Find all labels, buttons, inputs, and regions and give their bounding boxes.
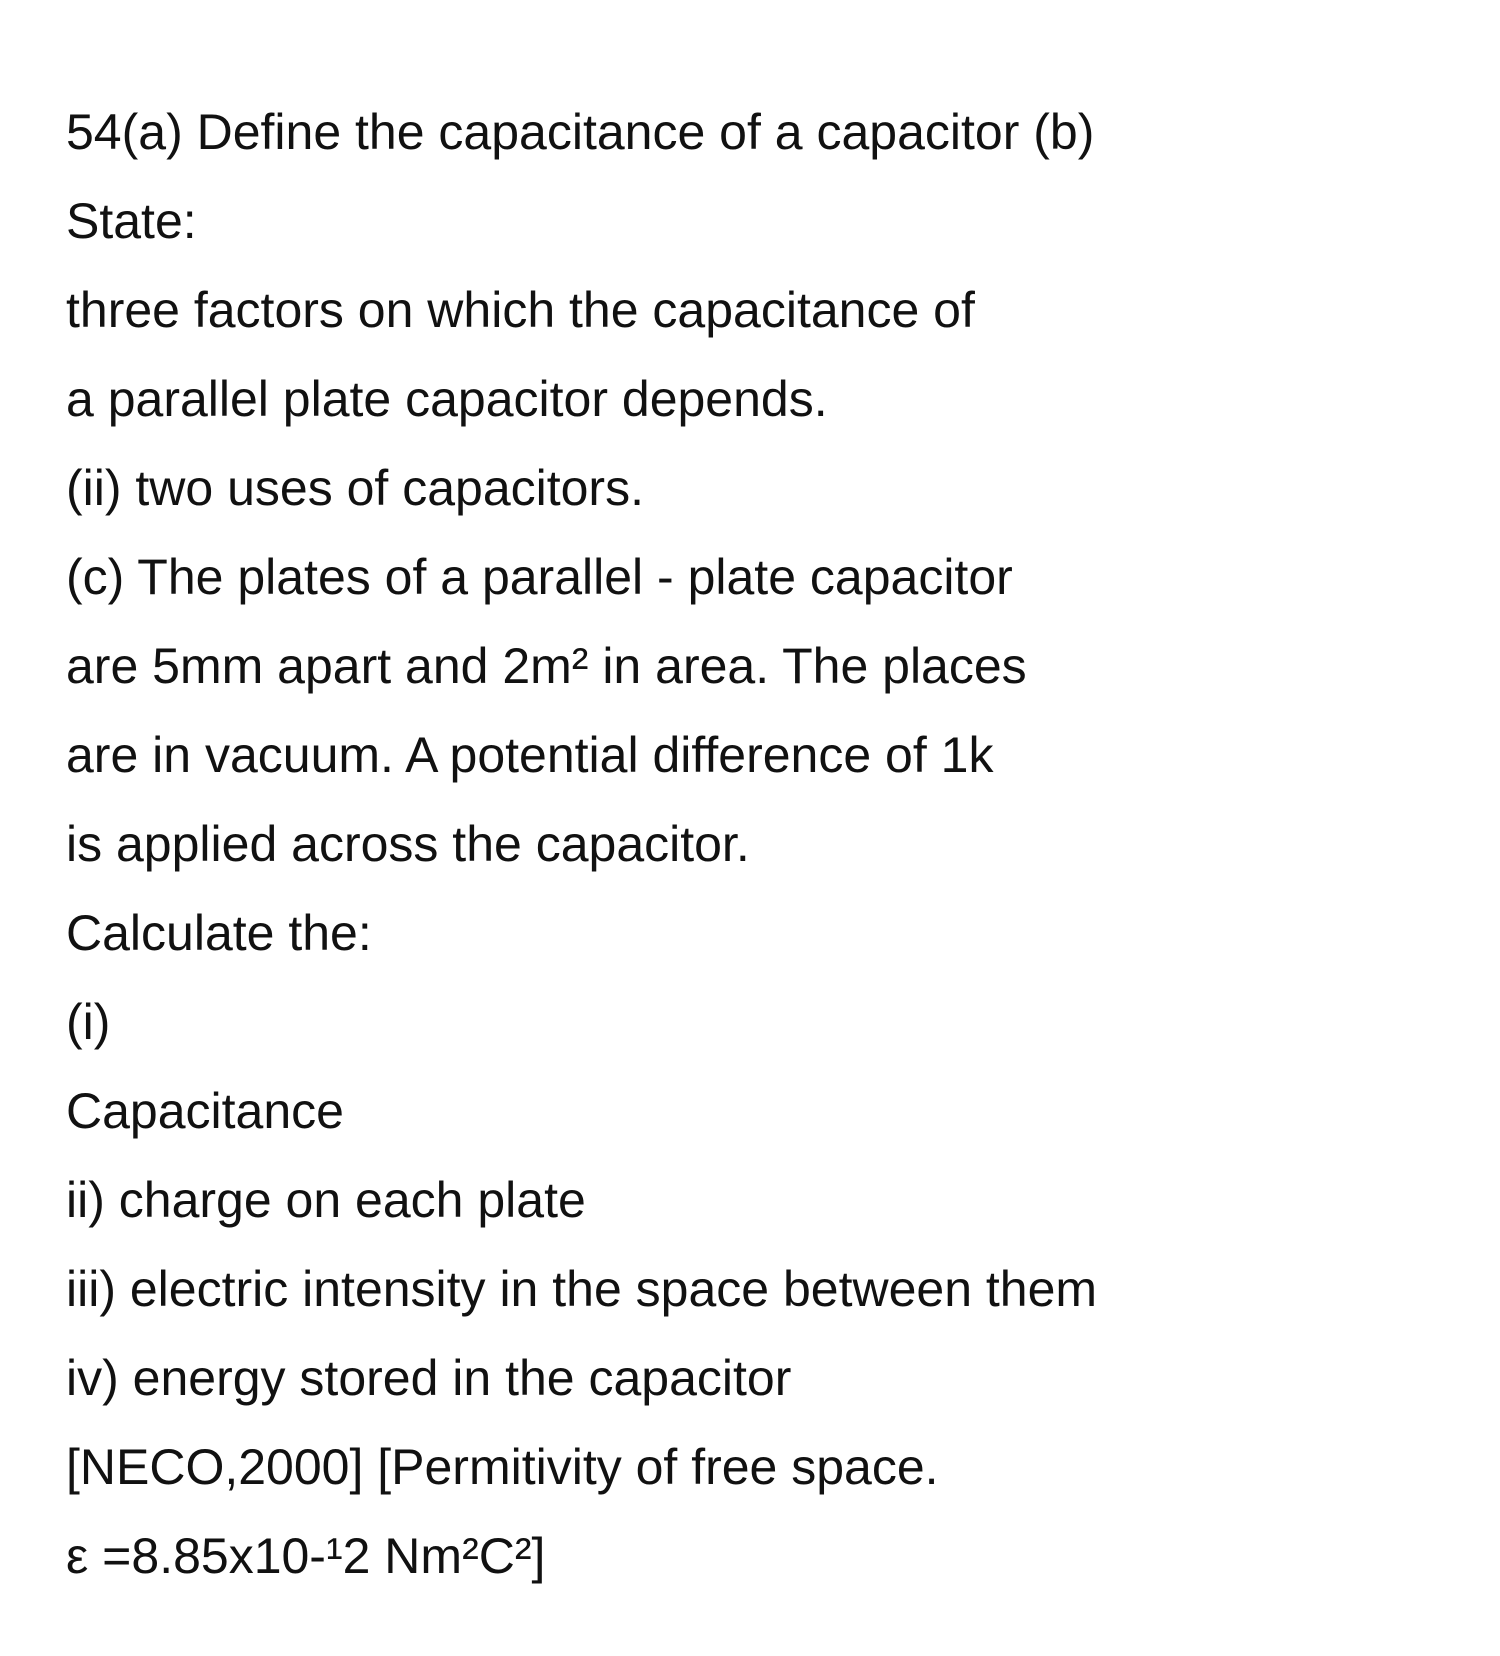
question-line: three factors on which the capacitance of — [66, 282, 975, 338]
question-line: State: — [66, 193, 197, 249]
question-line: (ii) two uses of capacitors. — [66, 460, 644, 516]
question-line: (i) — [66, 994, 111, 1050]
question-line: iv) energy stored in the capacitor — [66, 1350, 792, 1406]
question-line: Capacitance — [66, 1083, 344, 1139]
question-line: ε =8.85x10-¹2 Nm²C²] — [66, 1528, 546, 1584]
question-line: iii) electric intensity in the space between them — [66, 1261, 1098, 1317]
question-line: Calculate the: — [66, 905, 372, 961]
question-line: (c) The plates of a parallel - plate capacitor — [66, 549, 1013, 605]
question-text-block — [66, 88, 1446, 1601]
question-line: are in vacuum. A potential difference of 1k — [66, 727, 994, 783]
question-line: 54(a) Define the capacitance of a capacitor (b) — [66, 104, 1095, 160]
question-line: a parallel plate capacitor depends. — [66, 371, 828, 427]
question-line: is applied across the capacitor. — [66, 816, 750, 872]
question-line: [NECO,2000] [Permitivity of free space. — [66, 1439, 939, 1495]
question-line: are 5mm apart and 2m² in area. The places — [66, 638, 1027, 694]
question-line: ii) charge on each plate — [66, 1172, 586, 1228]
